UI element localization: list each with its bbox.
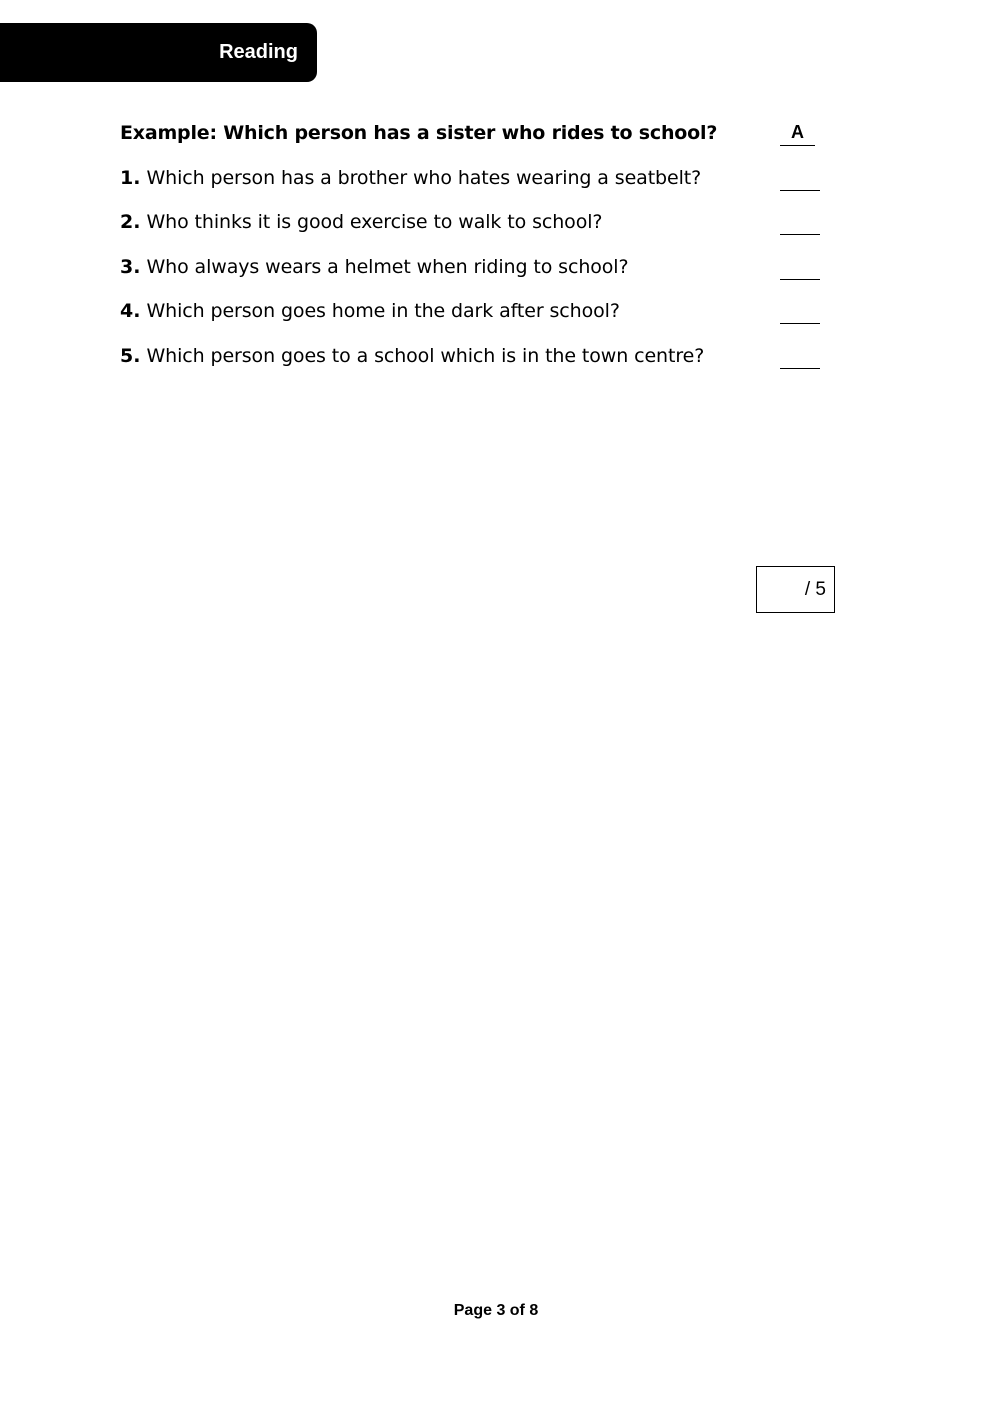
question-row-1 bbox=[120, 163, 840, 193]
score-total: / 5 bbox=[804, 579, 826, 600]
question-text bbox=[120, 163, 701, 193]
question-body: Which person goes home in the dark after school? bbox=[146, 300, 620, 322]
question-number: 4. bbox=[120, 300, 141, 322]
example-question: Example: Which person has a sister who rides to school? bbox=[120, 122, 718, 144]
question-body: Which person goes to a school which is in the town centre? bbox=[146, 345, 705, 367]
question-number: 3. bbox=[120, 256, 141, 278]
question-row-3 bbox=[120, 252, 840, 282]
question-body: Which person has a brother who hates wearing a seatbelt? bbox=[146, 167, 702, 189]
question-text bbox=[120, 341, 704, 371]
question-row-4 bbox=[120, 296, 840, 326]
question-body: Who thinks it is good exercise to walk to school? bbox=[146, 211, 603, 233]
page-footer: Page 3 of 8 bbox=[453, 1302, 539, 1319]
example-row bbox=[120, 118, 840, 148]
question-text bbox=[120, 252, 628, 282]
answer-blank-5[interactable] bbox=[780, 368, 820, 369]
question-row-5 bbox=[120, 341, 840, 371]
question-body: Who always wears a helmet when riding to school? bbox=[146, 256, 629, 278]
question-number: 2. bbox=[120, 211, 141, 233]
score-box bbox=[756, 566, 835, 613]
example-answer: A bbox=[780, 120, 815, 146]
section-tab-label: Reading bbox=[219, 41, 298, 63]
question-text bbox=[120, 207, 602, 237]
question-row-2 bbox=[120, 207, 840, 237]
section-tab bbox=[0, 23, 317, 82]
answer-blank-4[interactable] bbox=[780, 323, 820, 324]
question-number: 1. bbox=[120, 167, 141, 189]
question-number: 5. bbox=[120, 345, 141, 367]
question-text bbox=[120, 296, 620, 326]
answer-blank-2[interactable] bbox=[780, 234, 820, 235]
answer-blank-3[interactable] bbox=[780, 279, 820, 280]
answer-blank-1[interactable] bbox=[780, 190, 820, 191]
